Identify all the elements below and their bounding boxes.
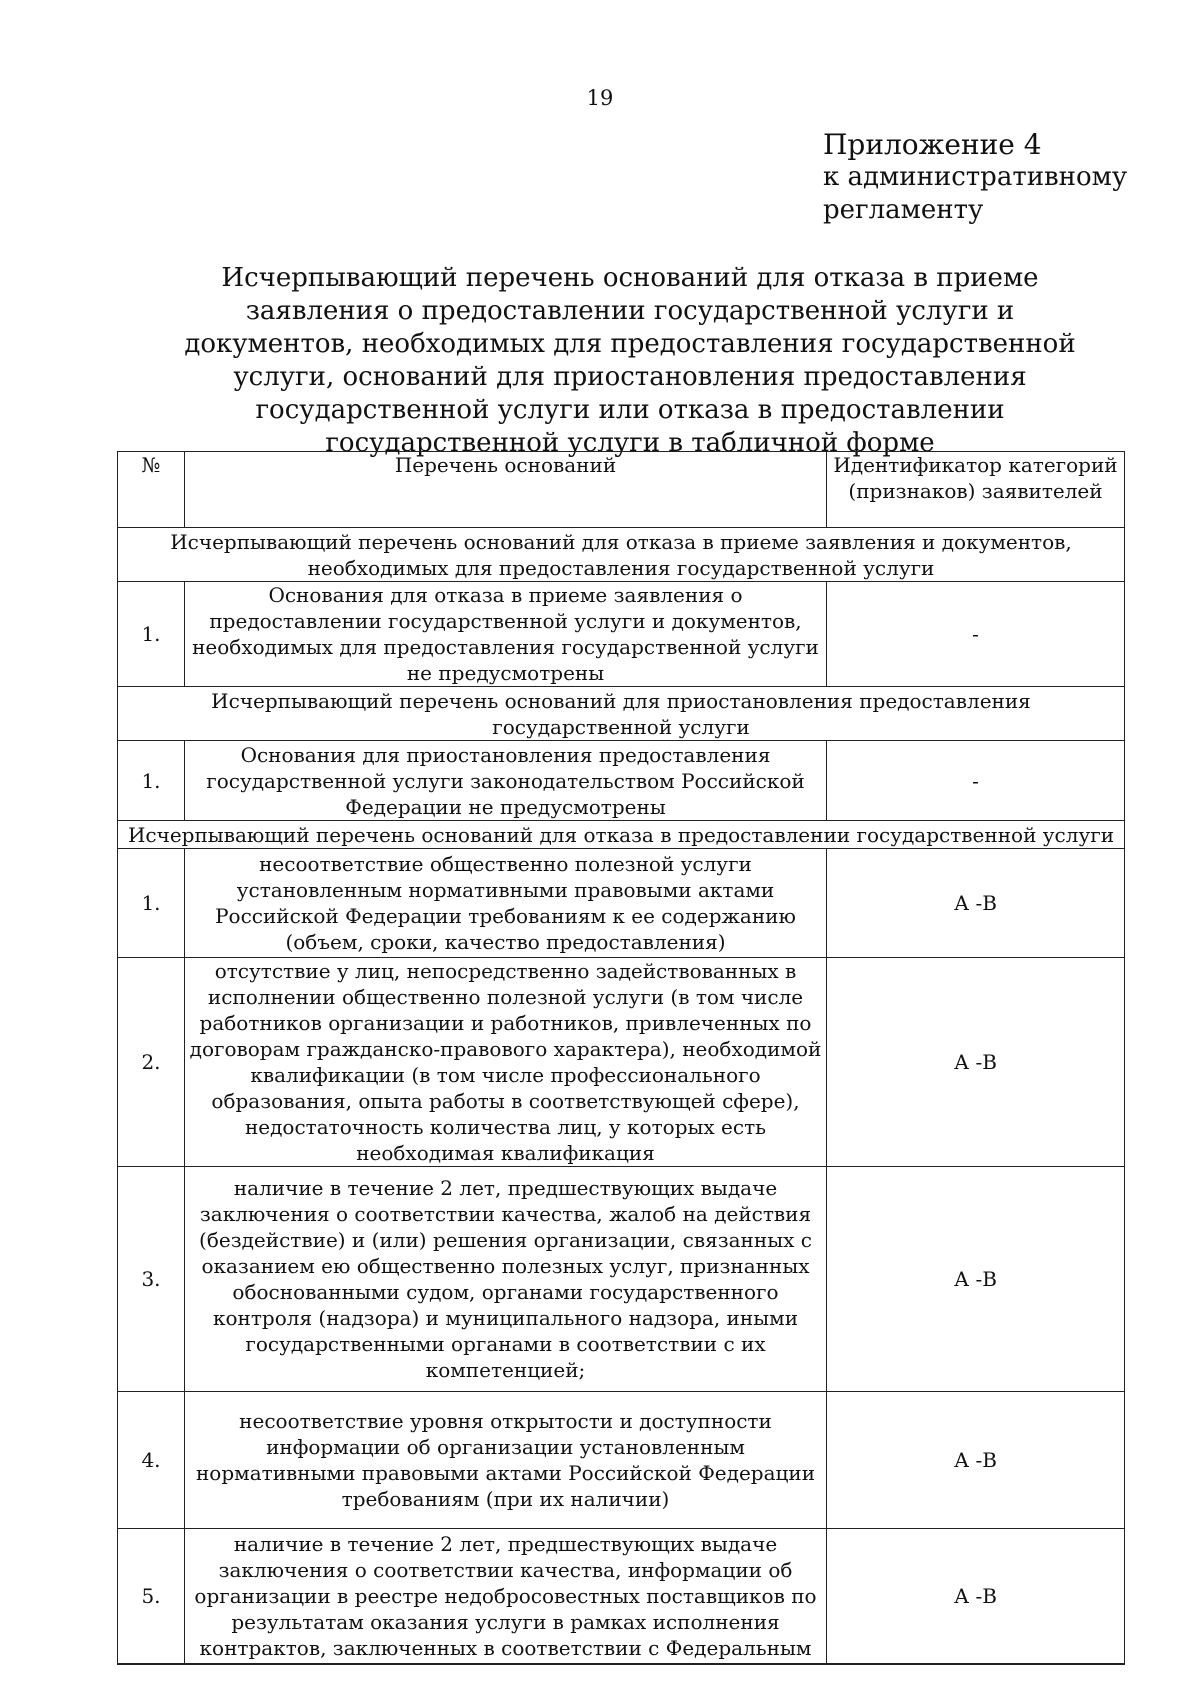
row-number: 2.: [118, 958, 185, 1167]
row-text: несоответствие уровня открытости и доступности информации об организации установленным нормативными правовыми актами Российской Федерации требованиям (при их наличии): [185, 1392, 827, 1529]
appendix-block: [823, 128, 1127, 227]
header-number: №: [118, 452, 185, 528]
row-identifier: А -В: [827, 1392, 1125, 1529]
row-identifier: А -В: [827, 958, 1125, 1167]
appendix-title: Приложение 4: [823, 128, 1042, 161]
table-row: [118, 1167, 1125, 1392]
row-text: отсутствие у лиц, непосредственно задействованных в исполнении общественно полезной услуги (в том числе работников организации и работников, привлеченных по договорам гражданско-правового характера), необходимой квалификации (в том числе профессионального образования, опыта работы в соответствующей сфере), недостаточность количества лиц, у которых есть необходимая квалификация: [185, 958, 827, 1167]
table-header-row: [118, 452, 1125, 528]
row-number: 3.: [118, 1167, 185, 1392]
row-text: несоответствие общественно полезной услуги установленным нормативными правовыми актами Российской Федерации требованиям к ее содержанию (объем, сроки, качество предоставления): [185, 849, 827, 958]
row-identifier: -: [827, 582, 1125, 687]
row-number: 5.: [118, 1529, 185, 1664]
section-title-service-refusal: Исчерпывающий перечень оснований для отказа в предоставлении государственной услуги: [118, 821, 1125, 849]
table-row: [118, 958, 1125, 1167]
grounds-table: [117, 451, 1125, 1665]
table-row: [118, 741, 1125, 821]
header-applicant-category: Идентификатор категорий (признаков) заявителей: [827, 452, 1125, 528]
appendix-line-2: регламенту: [823, 195, 984, 225]
row-identifier: А -В: [827, 1167, 1125, 1392]
row-text: Основания для приостановления предоставления государственной услуги законодательством Российской Федерации не предусмотрены: [185, 741, 827, 821]
document-heading: Исчерпывающий перечень оснований для отказа в приеме заявления о предоставлении государственной услуги и документов, необходимых для предоставления государственной услуги, оснований для приостановления предоставления государственной услуги или отказа в предоставлении государственной услуги в табличной форме: [184, 263, 1076, 458]
appendix-line-1: к административному: [823, 162, 1128, 192]
row-identifier: А -В: [827, 1529, 1125, 1664]
row-text: наличие в течение 2 лет, предшествующих выдаче заключения о соответствии качества, информации об организации в реестре недобросовестных поставщиков по результатам оказания услуги в рамках исполнения контрактов, заключенных в соответствии с Федеральным: [185, 1529, 827, 1664]
section-header-row: [118, 687, 1125, 741]
row-number: 1.: [118, 741, 185, 821]
table-row: [118, 1529, 1125, 1664]
page-number: 19: [586, 86, 614, 110]
row-number: 1.: [118, 582, 185, 687]
row-number: 4.: [118, 1392, 185, 1529]
section-header-row: [118, 528, 1125, 582]
table-row: [118, 1392, 1125, 1529]
table-row: [118, 849, 1125, 958]
section-title-suspension: Исчерпывающий перечень оснований для приостановления предоставления государственной услуги: [118, 687, 1125, 741]
header-grounds-list: Перечень оснований: [185, 452, 827, 528]
row-number: 1.: [118, 849, 185, 958]
section-header-row: [118, 821, 1125, 849]
row-identifier: -: [827, 741, 1125, 821]
table-row: [118, 582, 1125, 687]
row-text: Основания для отказа в приеме заявления о предоставлении государственной услуги и документов, необходимых для предоставления государственной услуги не предусмотрены: [185, 582, 827, 687]
section-title-reception-refusal: Исчерпывающий перечень оснований для отказа в приеме заявления и документов, необходимых для предоставления государственной услуги: [118, 528, 1125, 582]
row-text: наличие в течение 2 лет, предшествующих выдаче заключения о соответствии качества, жалоб на действия (бездействие) и (или) решения организации, связанных с оказанием ею общественно полезных услуг, признанных обоснованными судом, органами государственного контроля (надзора) и муниципального надзора, иными государственными органами в соответствии с их компетенцией;: [185, 1167, 827, 1392]
row-identifier: А -В: [827, 849, 1125, 958]
